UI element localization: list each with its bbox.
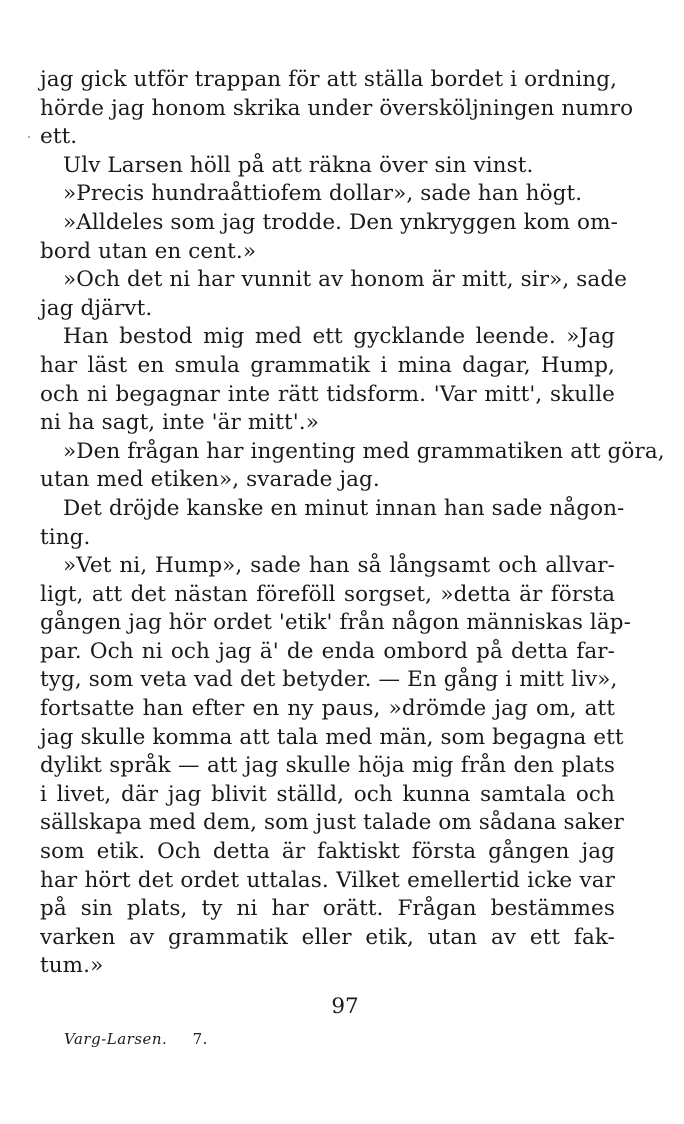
text-line: sällskapa med dem, som just talade om sådana saker [40, 810, 624, 836]
text-line: tum.» [40, 953, 104, 979]
text-line: har läst en smula grammatik i mina dagar, Hump, [40, 352, 615, 378]
text-line: ni ha sagt, inte 'är mitt'.» [40, 410, 319, 436]
signature-number: 7. [192, 1030, 208, 1048]
text-line: dylikt språk — att jag skulle höja mig från den plats [40, 753, 615, 779]
text-line: på sin plats, ty ni har orätt. Frågan bestämmes [40, 896, 615, 922]
text-line: jag djärvt. [40, 295, 153, 321]
text-line: gången jag hör ordet 'etik' från någon människas läp- [40, 610, 632, 636]
text-line: par. Och ni och jag ä' de enda ombord på detta far- [40, 638, 615, 664]
text-line: Det dröjde kanske en minut innan han sade någon- [63, 495, 625, 521]
text-line: bord utan en cent.» [40, 238, 257, 264]
text-line: ett. [40, 124, 78, 150]
text-line: tyg, som veta vad det betyder. — En gång i mitt liv», [40, 667, 618, 693]
text-line: jag gick utför trappan för att ställa bordet i ordning, [40, 67, 618, 92]
printer-signature [64, 1028, 208, 1050]
text-line: som etik. Och detta är faktiskt första gången jag [40, 839, 615, 865]
text-line: »Vet ni, Hump», sade han så långsamt och allvar- [63, 553, 615, 579]
body-text [40, 66, 665, 981]
text-line: ting. [40, 524, 91, 550]
text-line: Han bestod mig med ett gycklande leende. »Jag [63, 324, 615, 350]
text-line: hörde jag honom skrika under översköljningen numro [40, 95, 634, 121]
text-line: fortsatte han efter en ny paus, »drömde jag om, att [40, 696, 615, 722]
text-line: »Alldeles som jag trodde. Den ynkryggen kom om- [63, 209, 618, 235]
text-line: och ni begagnar inte rätt tidsform. 'Var mitt', skulle [40, 381, 615, 407]
text-line: ligt, att det nästan föreföll sorgset, »detta är första [40, 581, 615, 607]
text-line: varken av grammatik eller etik, utan av ett fak- [40, 924, 615, 950]
text-line: jag skulle komma att tala med män, som begagna ett [40, 724, 624, 750]
text-line: »Den frågan har ingenting med grammatiken att göra, [63, 438, 665, 464]
text-line: »Och det ni har vunnit av honom är mitt, sir», sade [63, 267, 628, 293]
signature-title: Varg-Larsen. [64, 1030, 168, 1048]
text-line: »Precis hundraåttiofem dollar», sade han högt. [63, 181, 583, 207]
text-line: utan med etiken», svarade jag. [40, 467, 380, 493]
text-line: Ulv Larsen höll på att räkna över sin vinst. [63, 152, 534, 178]
margin-speck [28, 136, 30, 138]
text-line: i livet, där jag blivit ställd, och kunna samtala och [40, 781, 615, 807]
text-line: har hört det ordet uttalas. Vilket emellertid icke var [40, 867, 615, 893]
page-number: 97 [331, 994, 359, 1019]
